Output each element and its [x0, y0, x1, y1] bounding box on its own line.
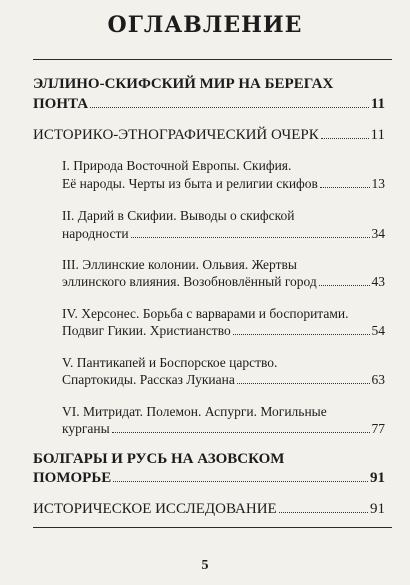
leader-dots: [113, 481, 368, 482]
toc-entry-line: народности: [62, 226, 129, 241]
toc-entry[interactable]: [62, 372, 385, 388]
leader-dots: [131, 237, 370, 238]
toc-entry-line: Спартокиды. Рассказ Лукиана: [62, 372, 235, 387]
toc-entry[interactable]: [33, 470, 385, 487]
toc-page-number: 34: [371, 226, 385, 241]
toc-page-number: 91: [370, 470, 385, 486]
toc-entry[interactable]: [62, 274, 385, 290]
leader-dots: [90, 107, 369, 108]
toc-page-number: 54: [371, 323, 385, 338]
toc-entry-line: II. Дарий в Скифии. Выводы о скифской: [62, 208, 295, 223]
toc-entry-line: БОЛГАРЫ И РУСЬ НА АЗОВСКОМ: [33, 451, 285, 467]
toc-entry-line: курганы: [62, 421, 110, 436]
toc-page-number: 11: [370, 127, 385, 143]
toc-page-number: 91: [370, 501, 385, 517]
leader-dots: [233, 334, 370, 335]
toc-page-number: 63: [371, 372, 385, 387]
toc-entry[interactable]: [33, 127, 385, 144]
toc-entry-line: Подвиг Гикии. Христианство: [62, 323, 231, 338]
toc-entry-line: Её народы. Черты из быта и религии скифов: [62, 176, 318, 191]
top-rule: [33, 59, 392, 60]
toc-entry[interactable]: [33, 501, 385, 518]
toc-entry-line: ИСТОРИКО-ЭТНОГРАФИЧЕСКИЙ ОЧЕРК: [33, 127, 319, 143]
leader-dots: [279, 512, 368, 513]
toc-page-number: 77: [371, 421, 385, 436]
toc-entry[interactable]: [62, 323, 385, 339]
toc-entry-line: эллинского влияния. Возобновлённый город: [62, 274, 317, 289]
bottom-rule: [33, 527, 392, 528]
toc-entry[interactable]: [62, 421, 385, 437]
leader-dots: [319, 285, 370, 286]
toc-entry-line: VI. Митридат. Полемон. Аспурги. Могильные: [62, 404, 327, 419]
toc-entry-line: V. Пантикапей и Боспорское царство.: [62, 355, 278, 370]
leader-dots: [112, 432, 370, 433]
leader-dots: [237, 383, 370, 384]
toc-entry-line: III. Эллинские колонии. Ольвия. Жертвы: [62, 257, 297, 272]
leader-dots: [321, 138, 369, 139]
toc-entry-line: ПОМОРЬЕ: [33, 470, 112, 486]
toc-entry[interactable]: [33, 96, 385, 113]
toc-entry-line: ПОНТА: [33, 96, 89, 112]
page-title: ОГЛАВЛЕНИЕ: [107, 12, 303, 38]
leader-dots: [320, 187, 370, 188]
toc-entry-line: ИСТОРИЧЕСКОЕ ИССЛЕДОВАНИЕ: [33, 501, 277, 517]
page-number: 5: [201, 558, 209, 573]
toc-entry-line: I. Природа Восточной Европы. Скифия.: [62, 158, 292, 173]
toc-entry[interactable]: [62, 176, 385, 192]
toc-page-number: 43: [371, 274, 385, 289]
toc-entry-line: ЭЛЛИНО-СКИФСКИЙ МИР НА БЕРЕГАХ: [33, 76, 334, 92]
toc-entry[interactable]: [62, 226, 385, 242]
toc-entry-line: IV. Херсонес. Борьба с варварами и боспоритами.: [62, 306, 349, 321]
toc-page-number: 11: [370, 96, 385, 112]
toc-page-number: 13: [371, 176, 385, 191]
